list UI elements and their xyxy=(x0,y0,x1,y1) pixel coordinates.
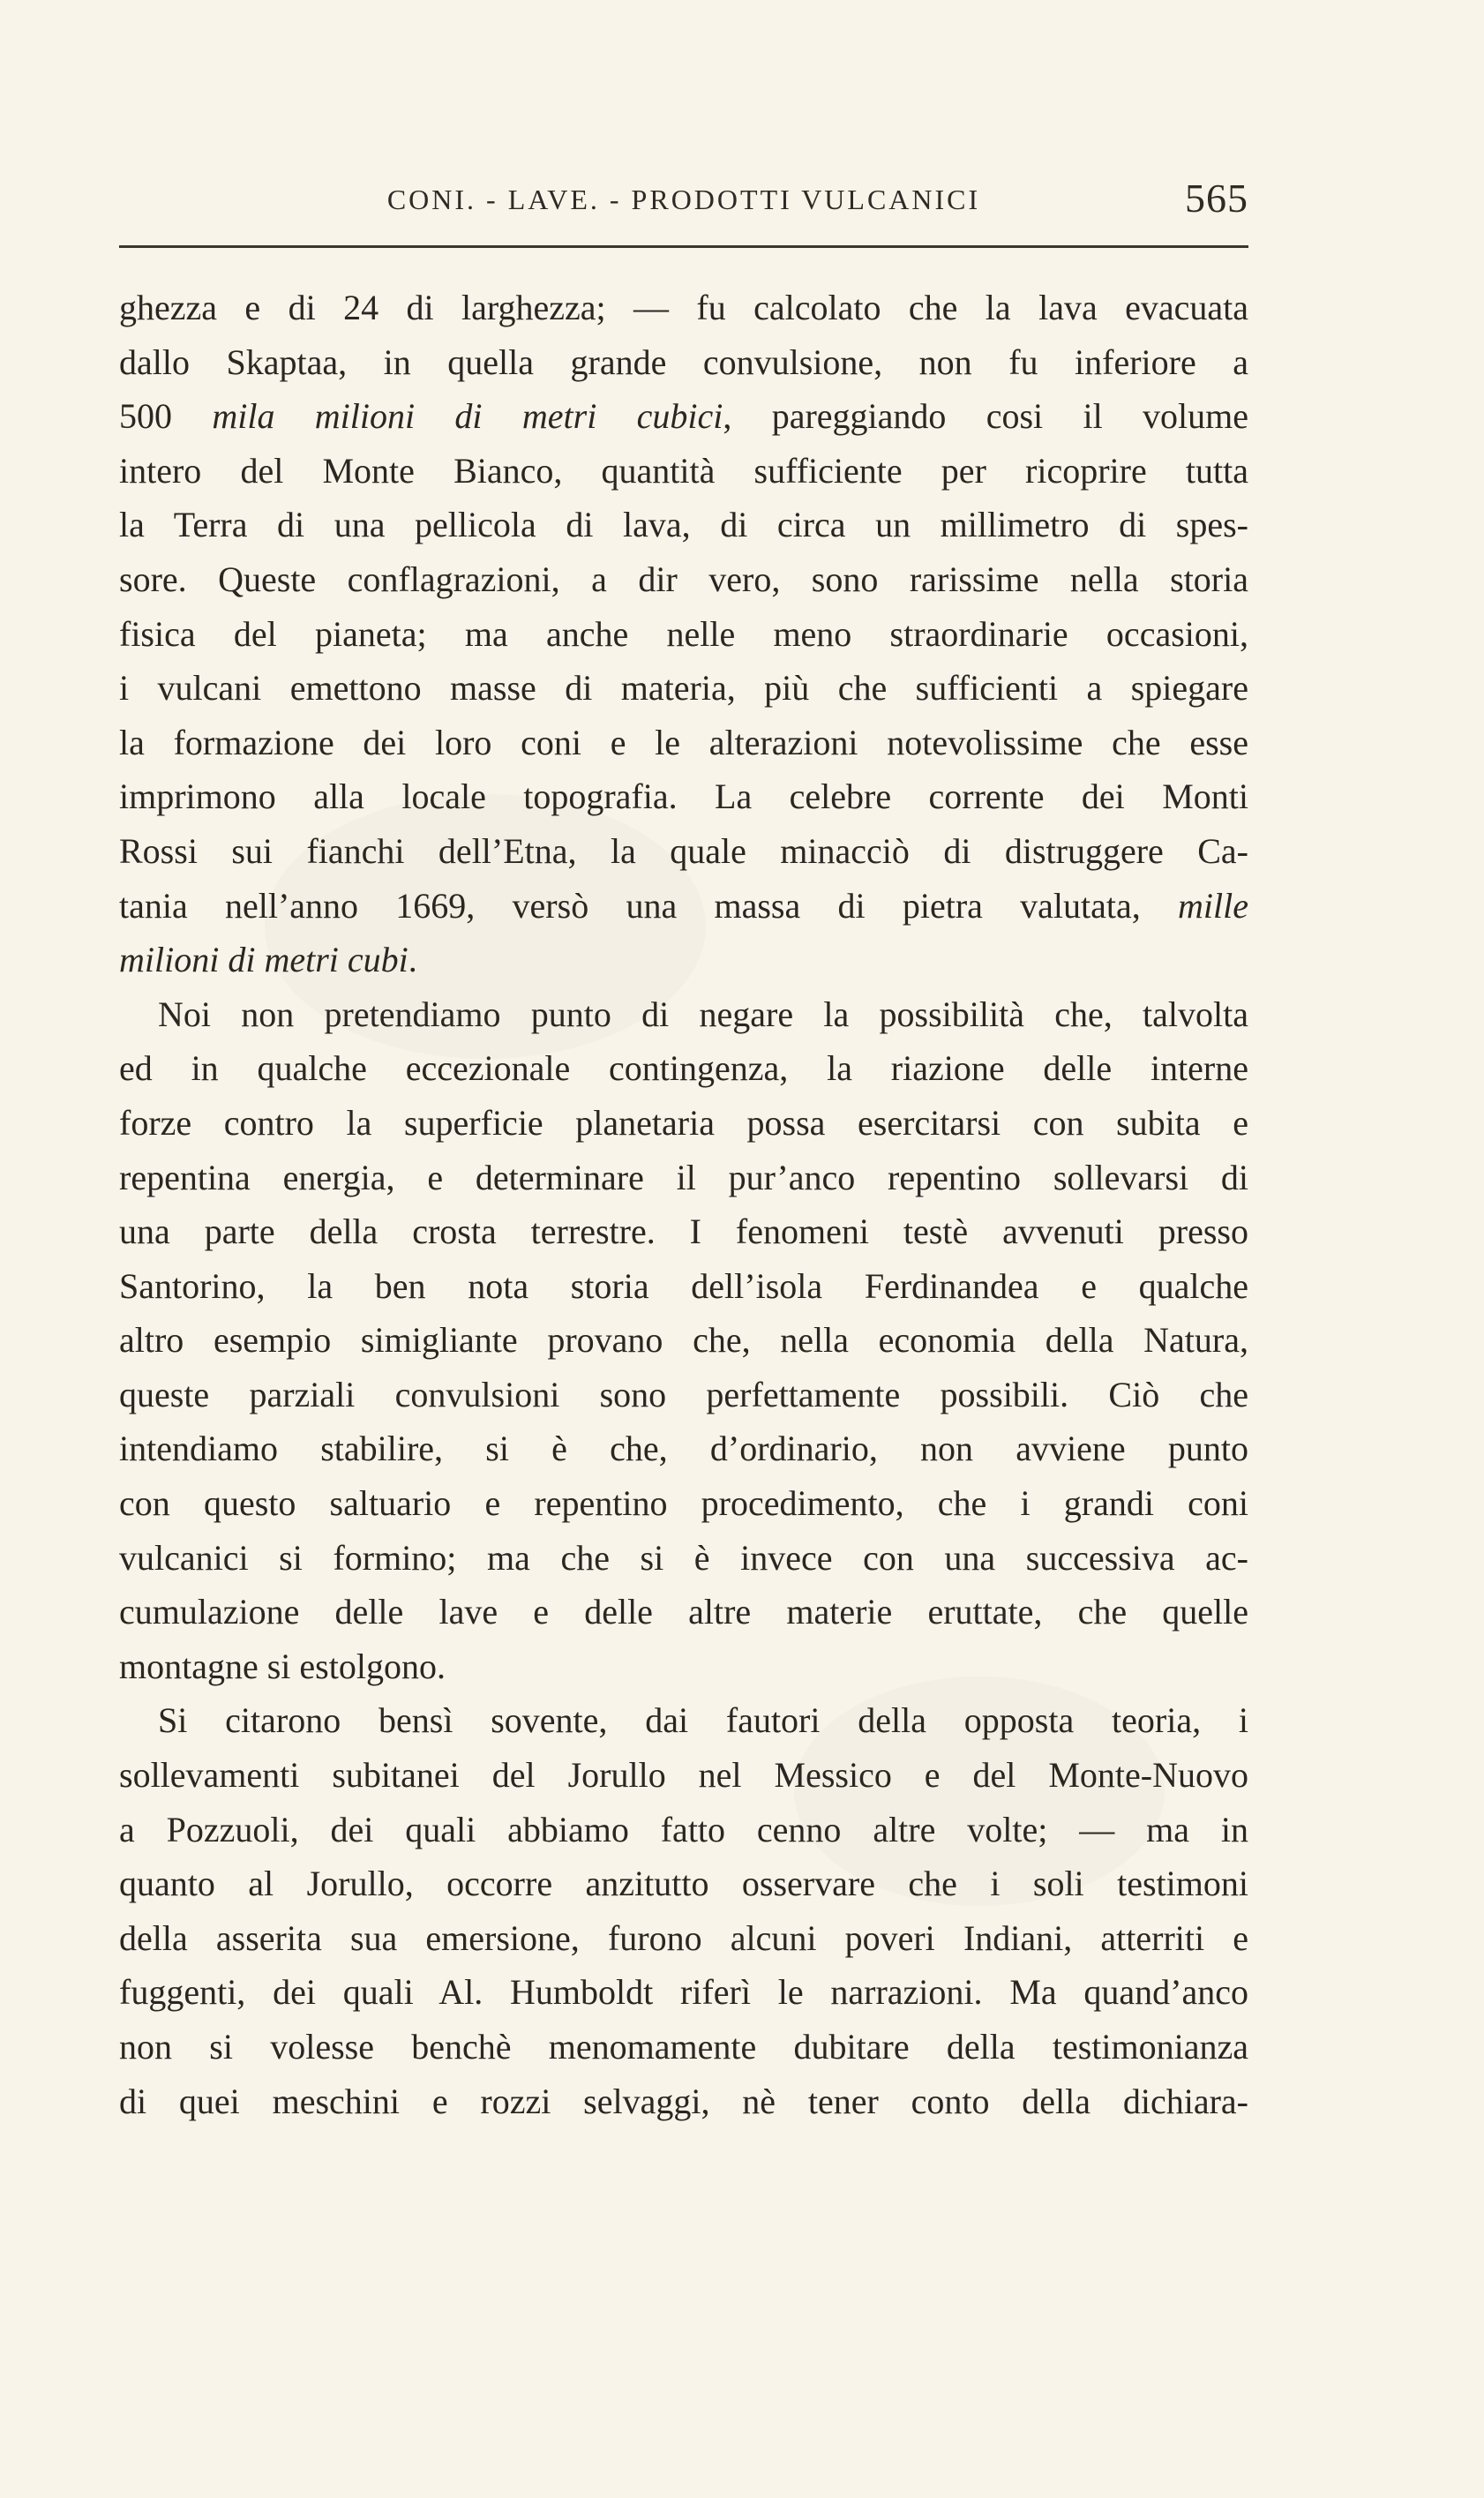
page-number: 565 xyxy=(1185,176,1248,221)
text-line: cumulazione delle lave e delle altre materie eruttate, che quelle xyxy=(119,1592,1248,1632)
text-line: dallo Skaptaa, in quella grande convulsione, non fu inferiore a xyxy=(119,341,1248,382)
header-rule xyxy=(119,245,1248,248)
italic-phrase: mila milioni di metri cubici xyxy=(212,396,723,437)
italic-phrase: milioni di metri cubi xyxy=(119,940,408,980)
italic-phrase: mille xyxy=(1178,885,1248,926)
text-line: della asserita sua emersione, furono alcuni poveri Indiani, atterriti e xyxy=(119,1917,1248,1958)
text-line: Si citarono bensì sovente, dai fautori della opposta teoria, i xyxy=(158,1700,1248,1741)
text-line: intero del Monte Bianco, quantità sufficiente per ricoprire tutta xyxy=(119,450,1248,491)
text-line: fuggenti, dei quali Al. Humboldt riferì le narrazioni. Ma quand’anco xyxy=(119,1972,1248,2013)
text-line: la Terra di una pellicola di lava, di circa un millimetro di spes- xyxy=(119,505,1248,545)
text-line: Rossi sui fianchi dell’Etna, la quale minacciò di distruggere Ca- xyxy=(119,830,1248,871)
text-line: i vulcani emettono masse di materia, più che sufficienti a spiegare xyxy=(119,668,1248,709)
text-line: sore. Queste conflagrazioni, a dir vero, sono rarissime nella storia xyxy=(119,559,1248,599)
text-line: montagne si estolgono. xyxy=(119,1646,446,1686)
running-title: CONI. - LAVE. - PRODOTTI VULCANICI xyxy=(386,184,981,215)
text-line: di quei meschini e rozzi selvaggi, nè tener conto della dichiara- xyxy=(119,2081,1248,2121)
text-line: ghezza e di 24 di larghezza; — fu calcolato che la lava evacuata xyxy=(119,288,1248,327)
text-line: repentina energia, e determinare il pur’anco repentino sollevarsi di xyxy=(119,1157,1248,1197)
text-line: una parte della crosta terrestre. I fenomeni testè avvenuti presso xyxy=(119,1211,1248,1252)
body-text xyxy=(119,281,1248,2128)
text-line: fisica del pianeta; ma anche nelle meno straordinarie occasioni, xyxy=(119,613,1248,654)
text-line: sollevamenti subitanei del Jorullo nel Messico e del Monte-Nuovo xyxy=(119,1755,1248,1796)
text-line: 500 mila milioni di metri cubici, pareggiando cosi il volume xyxy=(119,396,1248,437)
text-line: intendiamo stabilire, si è che, d’ordinario, non avviene punto xyxy=(119,1429,1248,1469)
text-line: con questo saltuario e repentino procedimento, che i grandi coni xyxy=(119,1483,1248,1524)
page-header xyxy=(119,173,1248,226)
text-line: quanto al Jorullo, occorre anzitutto osservare che i soli testimoni xyxy=(119,1864,1248,1904)
text-line: vulcanici si formino; ma che si è invece con una successiva ac- xyxy=(119,1537,1248,1578)
text-line: forze contro la superficie planetaria possa esercitarsi con subita e xyxy=(119,1102,1248,1143)
text-line: non si volesse benchè menomamente dubitare della testimonianza xyxy=(119,2027,1248,2067)
text-line: altro esempio simigliante provano che, nella economia della Natura, xyxy=(119,1320,1248,1361)
text-line: milioni di metri cubi. xyxy=(119,940,417,980)
text-line: Santorino, la ben nota storia dell’isola Ferdinandea e qualche xyxy=(119,1265,1248,1306)
text-line: ed in qualche eccezionale contingenza, la riazione delle interne xyxy=(119,1048,1248,1089)
text-line: tania nell’anno 1669, versò una massa di pietra valutata, mille xyxy=(119,885,1248,926)
text-line: a Pozzuoli, dei quali abbiamo fatto cenno altre volte; — ma in xyxy=(119,1809,1248,1849)
text-line: queste parziali convulsioni sono perfettamente possibili. Ciò che xyxy=(119,1374,1248,1414)
text-line: imprimono alla locale topografia. La celebre corrente dei Monti xyxy=(119,776,1248,817)
text-line: la formazione dei loro coni e le alterazioni notevolissime che esse xyxy=(119,722,1248,762)
text-line: Noi non pretendiamo punto di negare la possibilità che, talvolta xyxy=(158,994,1248,1034)
